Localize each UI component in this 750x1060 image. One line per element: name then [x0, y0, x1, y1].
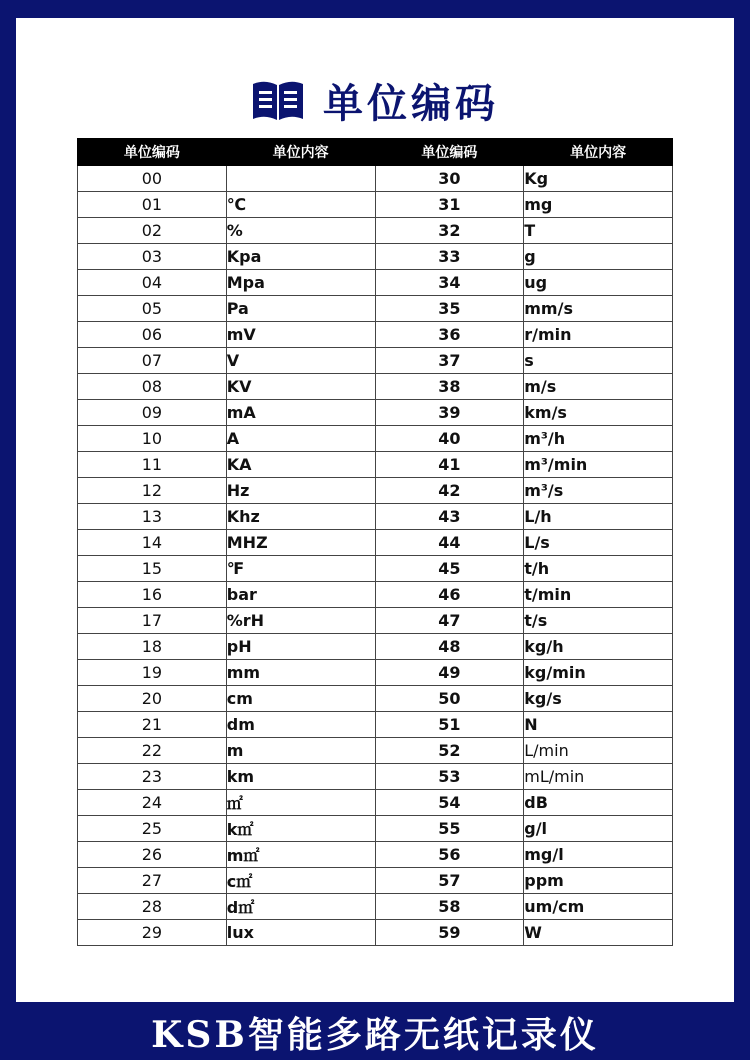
table-row	[78, 192, 673, 218]
unit-code-cell: 11	[78, 452, 227, 478]
unit-code-cell: 13	[78, 504, 227, 530]
unit-code-cell: 58	[375, 894, 524, 920]
unit-content-cell: k㎡	[226, 816, 375, 842]
unit-content-cell: m³/s	[524, 478, 673, 504]
unit-code-cell: 18	[78, 634, 227, 660]
table-row	[78, 582, 673, 608]
unit-code-cell: 52	[375, 738, 524, 764]
unit-content-cell: ℃	[226, 192, 375, 218]
unit-code-cell: 36	[375, 322, 524, 348]
unit-code-cell: 19	[78, 660, 227, 686]
unit-content-cell: ppm	[524, 868, 673, 894]
table-row	[78, 478, 673, 504]
unit-code-cell: 17	[78, 608, 227, 634]
unit-content-cell: Khz	[226, 504, 375, 530]
unit-code-cell: 07	[78, 348, 227, 374]
unit-content-cell: m³/min	[524, 452, 673, 478]
unit-code-cell: 43	[375, 504, 524, 530]
table-row	[78, 842, 673, 868]
unit-code-cell: 06	[78, 322, 227, 348]
unit-content-cell: Pa	[226, 296, 375, 322]
unit-code-cell: 03	[78, 244, 227, 270]
column-header-code-1: 单位编码	[78, 139, 227, 166]
unit-content-cell: t/h	[524, 556, 673, 582]
unit-content-cell: m³/h	[524, 426, 673, 452]
table-row	[78, 634, 673, 660]
table-row	[78, 452, 673, 478]
table-row	[78, 374, 673, 400]
unit-code-cell: 02	[78, 218, 227, 244]
unit-code-cell: 48	[375, 634, 524, 660]
unit-code-cell: 33	[375, 244, 524, 270]
unit-code-cell: 23	[78, 764, 227, 790]
table-row	[78, 270, 673, 296]
unit-code-cell: 00	[78, 166, 227, 192]
table-row	[78, 556, 673, 582]
unit-content-cell: Kpa	[226, 244, 375, 270]
unit-content-cell: um/cm	[524, 894, 673, 920]
unit-content-cell: N	[524, 712, 673, 738]
unit-code-cell: 31	[375, 192, 524, 218]
unit-code-cell: 30	[375, 166, 524, 192]
unit-content-cell: bar	[226, 582, 375, 608]
table-row	[78, 530, 673, 556]
table-row	[78, 296, 673, 322]
page-title: 单位编码	[323, 80, 499, 127]
unit-code-cell: 38	[375, 374, 524, 400]
unit-code-cell: 08	[78, 374, 227, 400]
table-row	[78, 166, 673, 192]
unit-content-cell: KV	[226, 374, 375, 400]
unit-code-cell: 22	[78, 738, 227, 764]
column-header-code-2: 单位编码	[375, 139, 524, 166]
footer-banner	[0, 1005, 750, 1060]
unit-content-cell: mL/min	[524, 764, 673, 790]
unit-code-cell: 34	[375, 270, 524, 296]
unit-content-cell: c㎡	[226, 868, 375, 894]
unit-code-cell: 26	[78, 842, 227, 868]
unit-code-cell: 44	[375, 530, 524, 556]
unit-content-cell: cm	[226, 686, 375, 712]
unit-code-cell: 10	[78, 426, 227, 452]
unit-content-cell: s	[524, 348, 673, 374]
unit-content-cell: dm	[226, 712, 375, 738]
unit-code-cell: 25	[78, 816, 227, 842]
unit-code-cell: 57	[375, 868, 524, 894]
unit-code-cell: 42	[375, 478, 524, 504]
unit-content-cell: pH	[226, 634, 375, 660]
unit-code-cell: 51	[375, 712, 524, 738]
unit-code-cell: 54	[375, 790, 524, 816]
unit-code-cell: 37	[375, 348, 524, 374]
unit-content-cell: mV	[226, 322, 375, 348]
table-row	[78, 426, 673, 452]
unit-code-cell: 41	[375, 452, 524, 478]
column-header-content-2: 单位内容	[524, 139, 673, 166]
unit-code-cell: 24	[78, 790, 227, 816]
unit-content-cell: mm/s	[524, 296, 673, 322]
unit-content-cell: kg/s	[524, 686, 673, 712]
unit-content-cell: MHZ	[226, 530, 375, 556]
unit-content-cell: %rH	[226, 608, 375, 634]
unit-content-cell: ㎡	[226, 790, 375, 816]
unit-content-cell: mA	[226, 400, 375, 426]
table-row	[78, 400, 673, 426]
unit-content-cell	[226, 166, 375, 192]
unit-content-cell: kg/h	[524, 634, 673, 660]
unit-code-cell: 01	[78, 192, 227, 218]
table-row	[78, 790, 673, 816]
table-row	[78, 868, 673, 894]
unit-content-cell: mg/l	[524, 842, 673, 868]
unit-code-cell: 47	[375, 608, 524, 634]
unit-code-cell: 53	[375, 764, 524, 790]
unit-code-cell: 32	[375, 218, 524, 244]
table-row	[78, 920, 673, 946]
open-book-icon	[251, 78, 305, 122]
unit-content-cell: W	[524, 920, 673, 946]
table-row	[78, 816, 673, 842]
unit-content-cell: L/s	[524, 530, 673, 556]
unit-content-cell: L/h	[524, 504, 673, 530]
unit-content-cell: A	[226, 426, 375, 452]
unit-content-cell: m	[226, 738, 375, 764]
table-row	[78, 348, 673, 374]
table-body	[78, 166, 673, 946]
unit-content-cell: L/min	[524, 738, 673, 764]
unit-code-cell: 56	[375, 842, 524, 868]
table-row	[78, 712, 673, 738]
unit-content-cell: t/min	[524, 582, 673, 608]
unit-code-cell: 09	[78, 400, 227, 426]
unit-code-cell: 16	[78, 582, 227, 608]
document-card	[16, 18, 734, 1002]
unit-content-cell: kg/min	[524, 660, 673, 686]
unit-code-cell: 55	[375, 816, 524, 842]
table-row	[78, 686, 673, 712]
unit-code-cell: 27	[78, 868, 227, 894]
unit-code-table	[77, 138, 673, 946]
unit-content-cell: %	[226, 218, 375, 244]
unit-code-cell: 40	[375, 426, 524, 452]
table-row	[78, 608, 673, 634]
unit-code-cell: 35	[375, 296, 524, 322]
table-row	[78, 764, 673, 790]
unit-content-cell: V	[226, 348, 375, 374]
unit-content-cell: KA	[226, 452, 375, 478]
table-row	[78, 218, 673, 244]
unit-code-cell: 20	[78, 686, 227, 712]
table-row	[78, 894, 673, 920]
unit-code-cell: 39	[375, 400, 524, 426]
table-row	[78, 738, 673, 764]
unit-code-cell: 04	[78, 270, 227, 296]
unit-content-cell: g/l	[524, 816, 673, 842]
table-row	[78, 504, 673, 530]
unit-content-cell: T	[524, 218, 673, 244]
unit-content-cell: m㎡	[226, 842, 375, 868]
unit-content-cell: Kg	[524, 166, 673, 192]
table-row	[78, 244, 673, 270]
table-row	[78, 660, 673, 686]
unit-code-cell: 14	[78, 530, 227, 556]
unit-code-cell: 46	[375, 582, 524, 608]
unit-code-cell: 29	[78, 920, 227, 946]
unit-code-cell: 49	[375, 660, 524, 686]
footer-title: KSB智能多路无纸记录仪	[151, 1014, 599, 1056]
unit-content-cell: mg	[524, 192, 673, 218]
unit-content-cell: Mpa	[226, 270, 375, 296]
unit-code-cell: 28	[78, 894, 227, 920]
unit-code-cell: 59	[375, 920, 524, 946]
table-row	[78, 322, 673, 348]
unit-content-cell: m/s	[524, 374, 673, 400]
unit-content-cell: lux	[226, 920, 375, 946]
column-header-content-1: 单位内容	[226, 139, 375, 166]
unit-content-cell: r/min	[524, 322, 673, 348]
unit-content-cell: g	[524, 244, 673, 270]
unit-content-cell: Hz	[226, 478, 375, 504]
unit-code-cell: 12	[78, 478, 227, 504]
table-header-row	[78, 139, 673, 166]
unit-content-cell: t/s	[524, 608, 673, 634]
unit-content-cell: ℉	[226, 556, 375, 582]
unit-content-cell: mm	[226, 660, 375, 686]
unit-code-cell: 50	[375, 686, 524, 712]
unit-content-cell: d㎡	[226, 894, 375, 920]
unit-content-cell: ug	[524, 270, 673, 296]
unit-code-cell: 21	[78, 712, 227, 738]
unit-content-cell: dB	[524, 790, 673, 816]
unit-code-cell: 45	[375, 556, 524, 582]
unit-code-cell: 15	[78, 556, 227, 582]
unit-content-cell: km	[226, 764, 375, 790]
unit-content-cell: km/s	[524, 400, 673, 426]
unit-code-cell: 05	[78, 296, 227, 322]
page-header	[16, 70, 734, 130]
